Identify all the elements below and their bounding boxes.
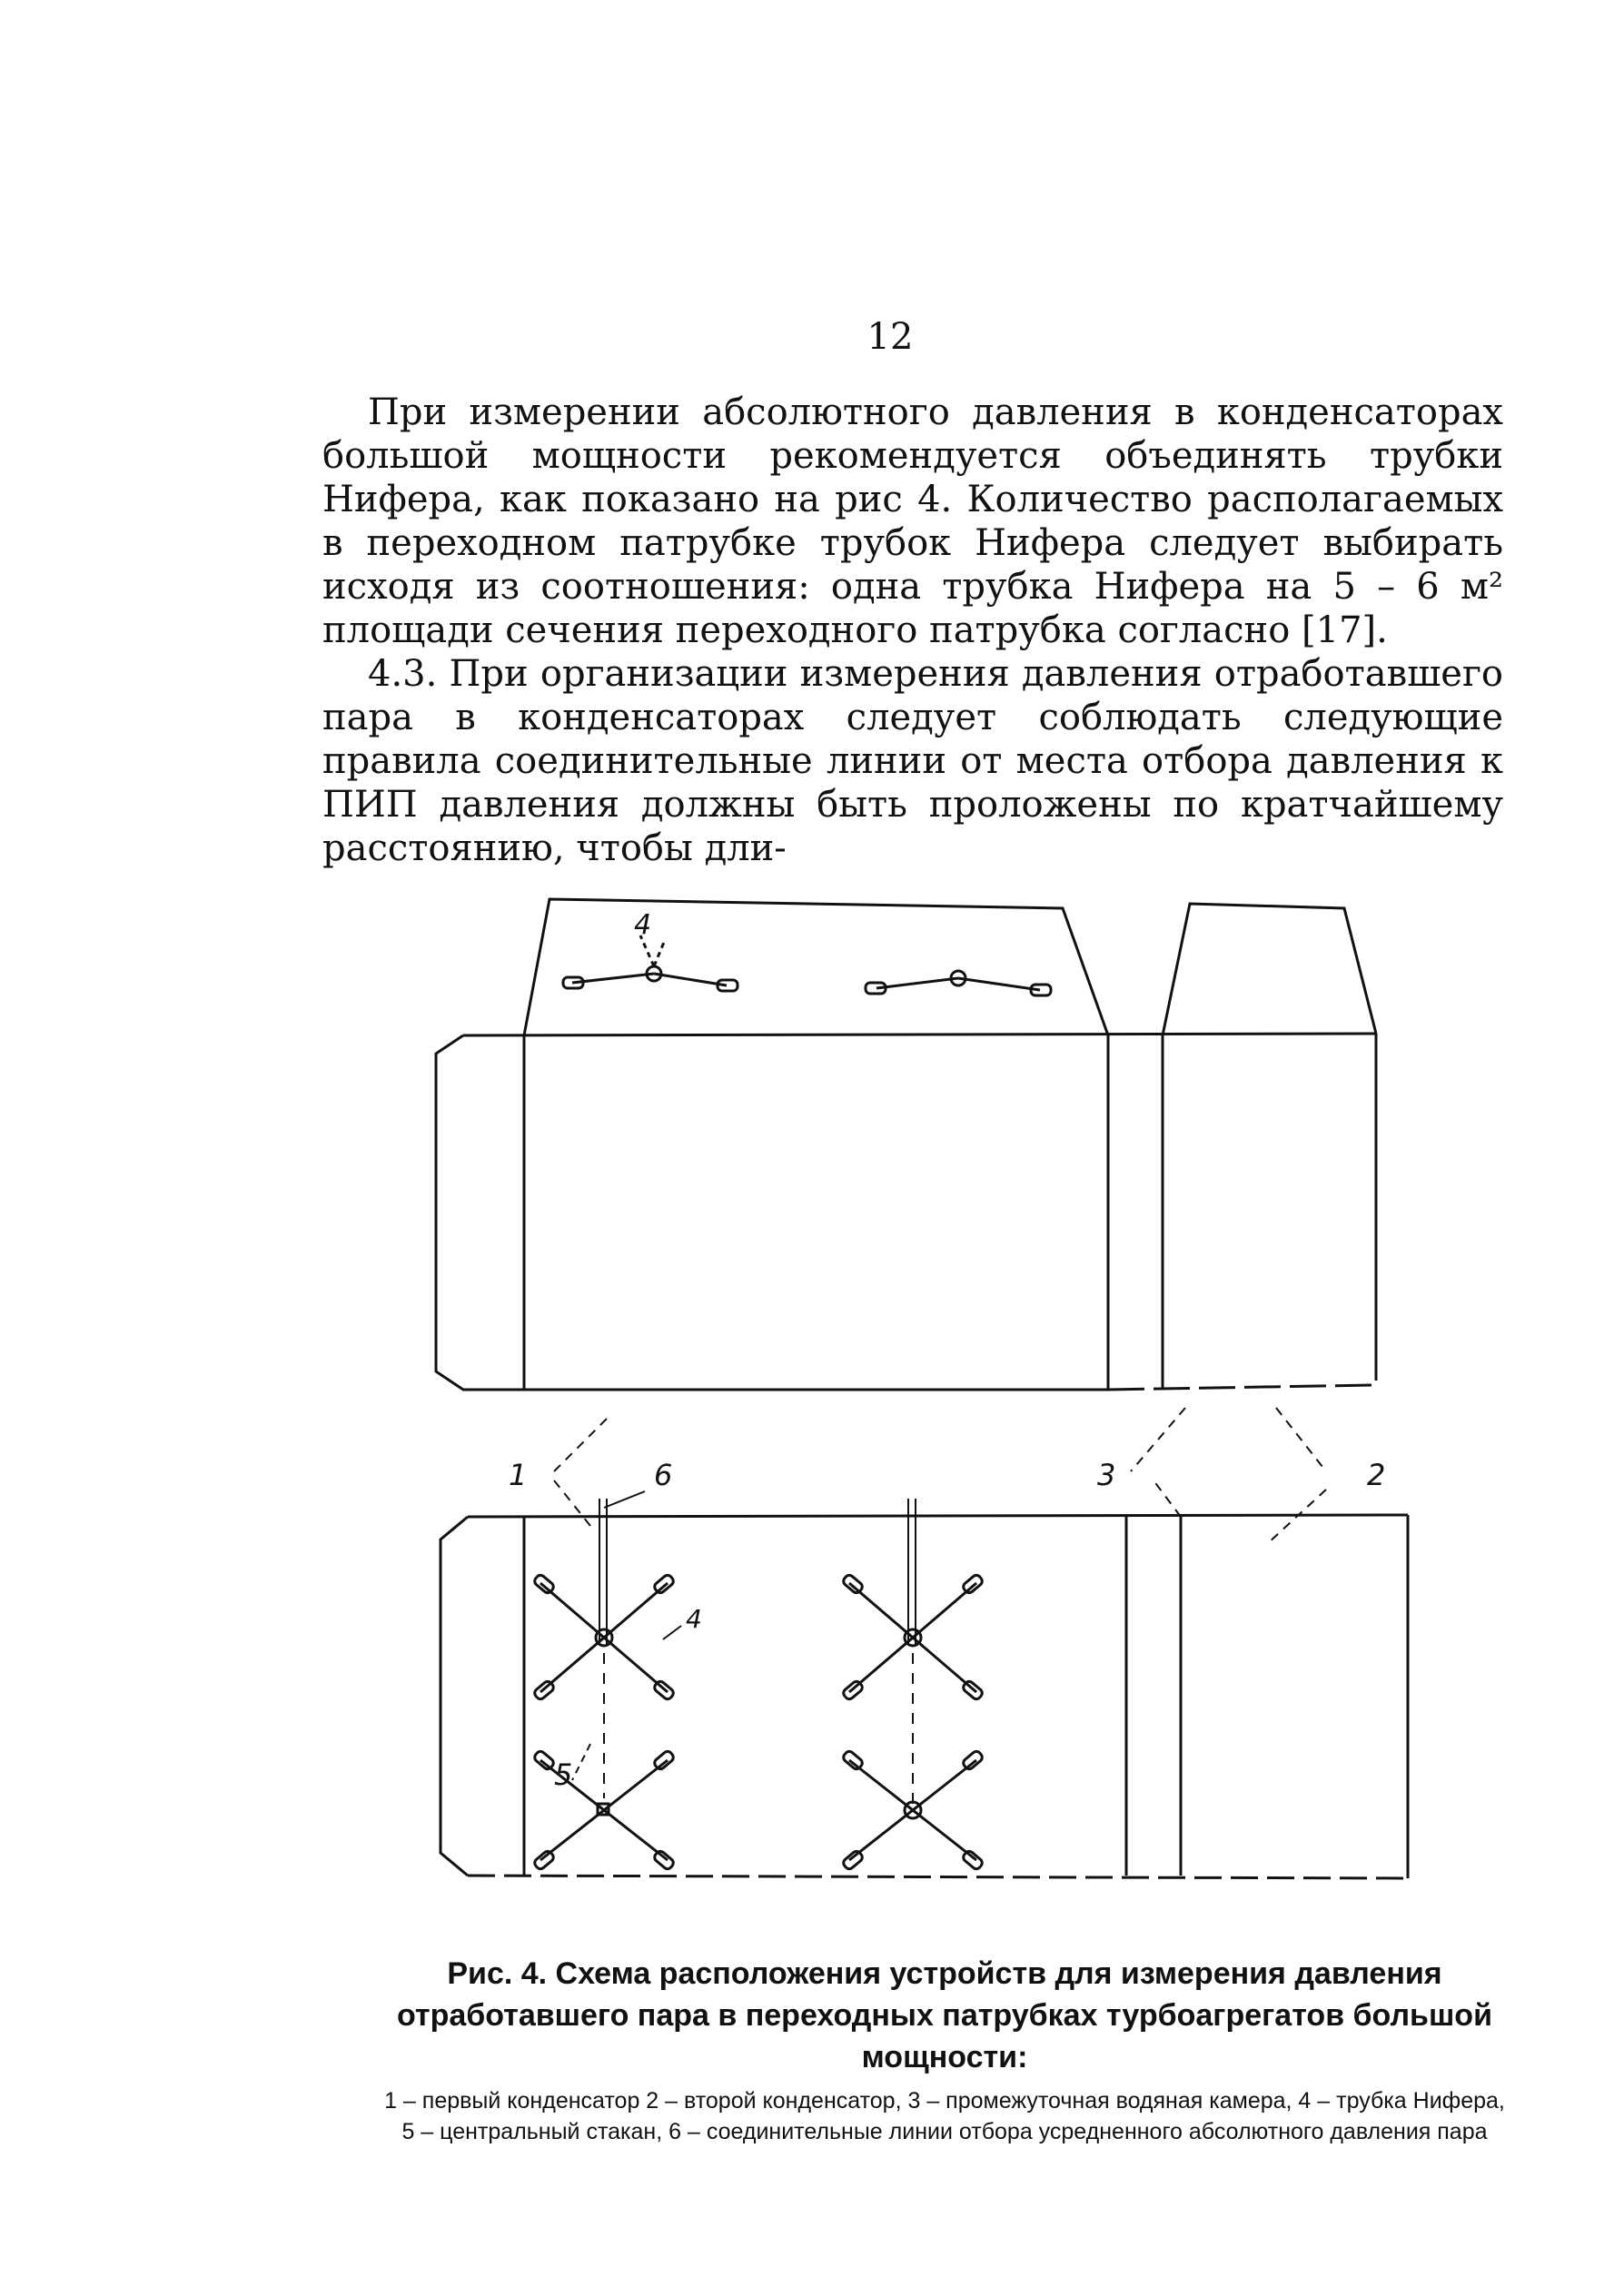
paragraph-1: При измерении абсолютного давления в конденсаторах большой мощности рекомендуется объединять трубки Нифера, как показано на рис 4. Количество располагаемых в переходном патрубке трубок Нифера следует выбирать исходя из соотношения: одна трубка Нифера на 5 – 6 м² площади сечения переходного патрубка согласно [17]. [322,391,1503,651]
label-2: 2 [1367,1458,1386,1492]
label-6: 6 [654,1458,673,1492]
condenser-layout-diagram [427,872,1435,1916]
body-text [322,391,1503,870]
niefer-group-plan-4 [842,1749,985,1870]
niefer-tubes-top-2 [866,971,1051,995]
caption-title: Рис. 4. Схема расположения устройств для измерения давления отработавшего пара в переходных патрубках турбоагрегатов большой мощности: [397,1956,1492,2074]
figure-4-diagram [427,872,1435,1916]
label-3: 3 [1097,1458,1116,1492]
transition-pipe-left [524,899,1108,1035]
label-4-mid: 4 [686,1604,702,1634]
bottom-left-condenser-outline [441,1517,468,1876]
page-number: 12 [866,316,914,358]
figure-caption [381,1953,1508,2147]
caption-legend: 1 – первый конденсатор 2 – второй конденсатор, 3 – промежуточная водяная камера, 4 – трубка Нифера, 5 – центральный стакан, 6 – соединительные линии отбора усредненного абсолютного давления пара [384,2088,1505,2144]
top-left-condenser-outline [436,1035,1108,1390]
label-4-top: 4 [634,909,652,941]
label-5: 5 [554,1757,573,1792]
niefer-tubes-top-1 [563,936,738,991]
paragraph-2: 4.3. При организации измерения давления отработавшего пара в конденсаторах следует соблюдать следующие правила соединительные линии от места отбора давления к ПИП давления должны быть проложены по кратчайшему расстоянию, чтобы дли- [322,653,1503,869]
transition-pipe-right [1163,904,1376,1035]
label-1: 1 [509,1458,528,1492]
